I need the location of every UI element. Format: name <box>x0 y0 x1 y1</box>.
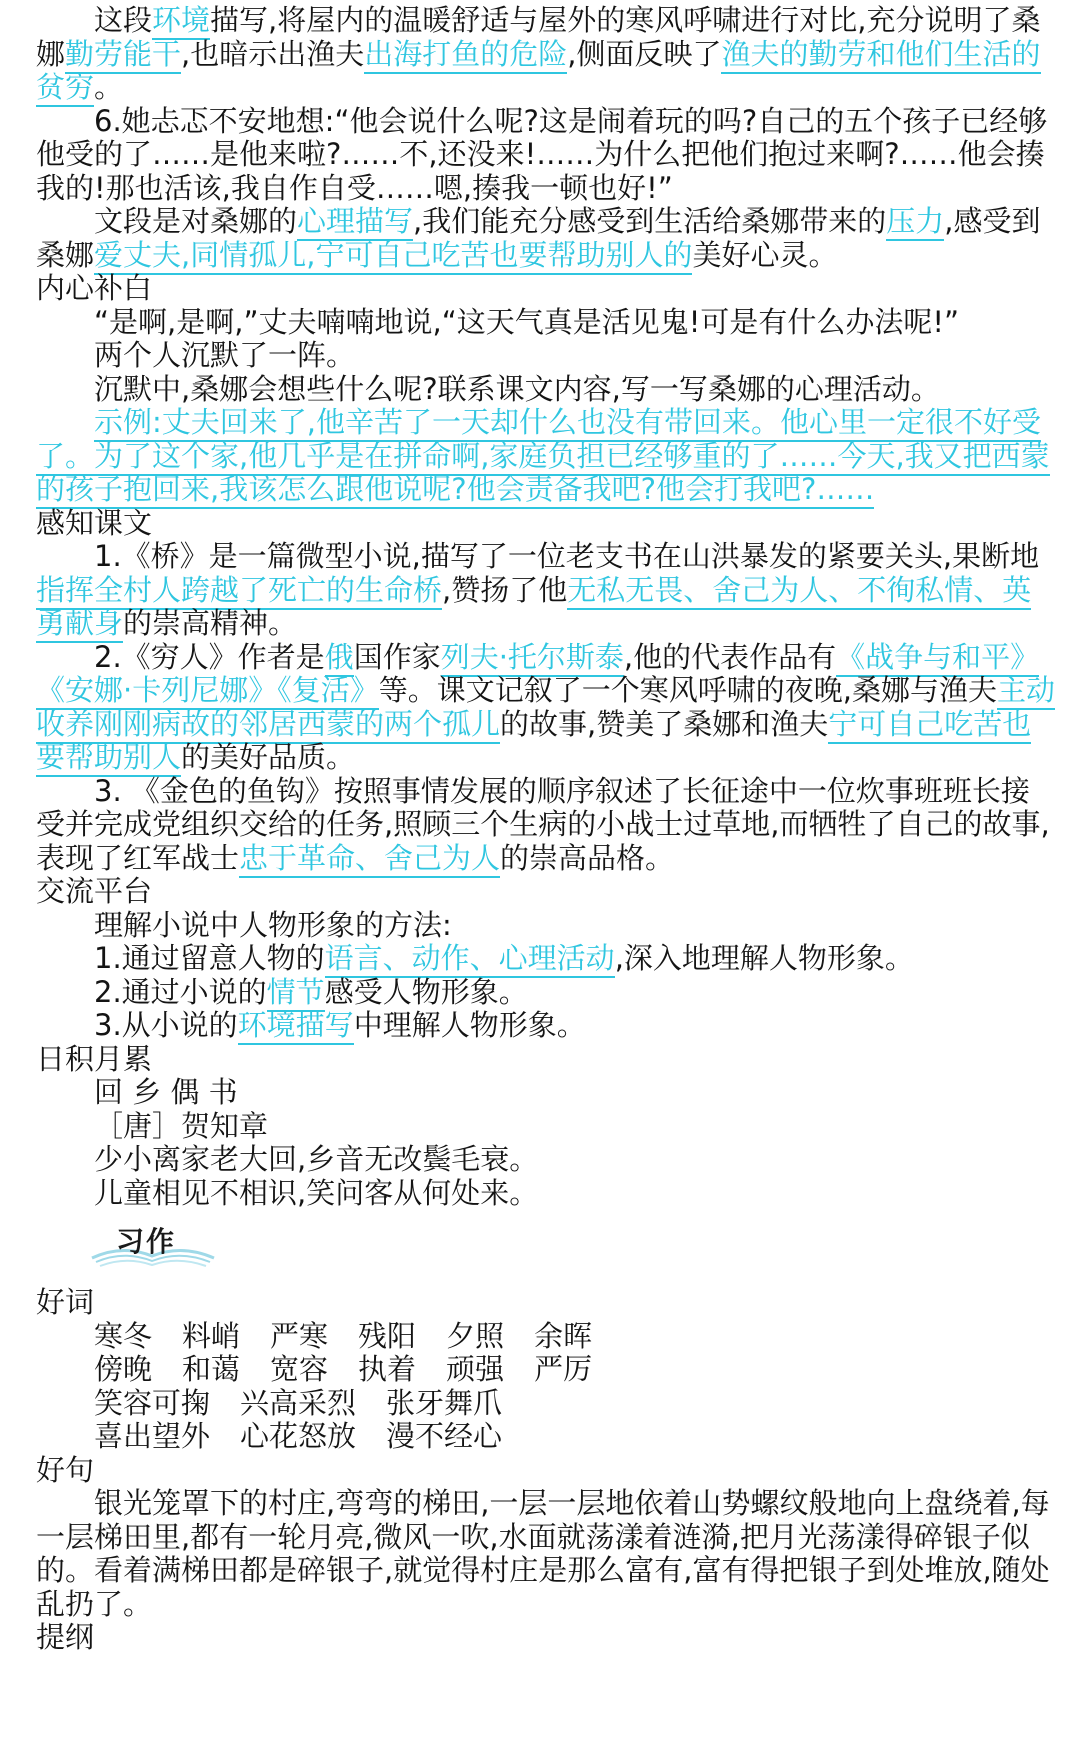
poem-title: 回 乡 偶 书 <box>94 1075 238 1109</box>
poem-line: 儿童相见不相识,笑问客从何处来。 <box>94 1175 539 1210</box>
paragraph: “是啊,是啊,”丈夫喃喃地说,“这天气真是活见鬼!可是有什么办法呢!” <box>94 304 960 339</box>
answer-blank: 环境 <box>152 3 210 40</box>
word-row: 寒冬 料峭 严寒 残阳 夕照 余晖 <box>94 1318 593 1353</box>
answer-blank: 俄 <box>325 640 354 677</box>
word-row: 喜出望外 心花怒放 漫不经心 <box>94 1419 503 1453</box>
poem-author: ［唐］贺知章 <box>94 1108 269 1143</box>
xizuo-label: 习作 <box>116 1225 177 1258</box>
answer-blank: 忠于革命、舍己为人 <box>239 841 500 878</box>
answer-blank: 情节 <box>267 975 325 1012</box>
section-heading-haoju: 好句 <box>36 1452 95 1487</box>
answer-blank: 环境描写 <box>238 1008 354 1045</box>
answer-blank: 心理描写 <box>297 204 413 241</box>
section-heading-haoci: 好词 <box>36 1285 95 1319</box>
answer-blank: 勤劳能干 <box>65 37 181 74</box>
paragraph: 2.《穷人》作者是俄国作家列夫·托尔斯泰,他的代表作品有《战争与和平》《安娜·卡列尼娜》《复活》等。课文记叙了一个寒风呼啸的夜晚,桑娜与渔夫主动收养刚刚病故的邻居西蒙的两个孤儿的故事,赞美了桑娜和渔夫宁可自己吃苦也要帮助别人的美好品质。 <box>36 641 1056 775</box>
answer-blank: 《战争与和平》《安娜·卡列尼娜》《复活》 <box>36 640 1039 711</box>
paragraph: 1.《桥》是一篇微型小说,描写了一位老支书在山洪暴发的紧要关头,果断地指挥全村人跨越了死亡的生命桥,赞扬了他无私无畏、舍己为人、不徇私情、英勇献身的崇高精神。 <box>36 540 1056 641</box>
section-heading-riji: 日积月累 <box>36 1041 153 1076</box>
answer-blank: 列夫·托尔斯泰 <box>441 640 624 677</box>
answer-paragraph <box>36 406 1056 507</box>
paragraph: 3. 《金色的鱼钩》按照事情发展的顺序叙述了长征途中一位炊事班班长接受并完成党组织交给的任务,照顾三个生病的小战士过草地,而牺牲了自己的故事,表现了红军战士忠于革命、舍己为人的崇高品格。 <box>36 775 1056 876</box>
poem-line: 少小离家老大回,乡音无改鬓毛衰。 <box>94 1142 539 1176</box>
answer-blank: 主动收养刚刚病故的邻居西蒙的两个孤儿 <box>36 673 1055 744</box>
xizuo-banner <box>88 1216 218 1276</box>
section-heading-jiaoliu: 交流平台 <box>36 874 153 908</box>
paragraph-environment: 这段环境描写,将屋内的温暖舒适与屋外的寒风呼啸进行对比,充分说明了桑娜勤劳能干,也暗示出渔夫出海打鱼的危险,侧面反映了渔夫的勤劳和他们生活的贫穷。 <box>36 4 1056 105</box>
answer-blank: 渔夫的勤劳和他们生活的贫穷 <box>36 37 1041 108</box>
section-heading-ganzhi: 感知课文 <box>36 505 153 540</box>
answer-blank: 指挥全村人跨越了死亡的生命桥 <box>36 573 442 610</box>
paragraph-psychology: 文段是对桑娜的心理描写,我们能充分感受到生活给桑娜带来的压力,感受到桑娜爱丈夫,同情孤儿,宁可自己吃苦也要帮助别人的美好心灵。 <box>36 205 1056 272</box>
list-item: 1.通过留意人物的语言、动作、心理活动,深入地理解人物形象。 <box>36 942 1056 976</box>
answer-blank: 爱丈夫,同情孤儿,宁可自己吃苦也要帮助别人的 <box>94 238 692 275</box>
word-row: 笑容可掬 兴高采烈 张牙舞爪 <box>94 1385 503 1420</box>
answer-blank: 压力 <box>886 204 944 241</box>
answer-blank: 语言、动作、心理活动 <box>325 941 615 978</box>
paragraph: 两个人沉默了一阵。 <box>94 338 356 372</box>
answer-blank: 无私无畏、舍己为人、不徇私情、英勇献身 <box>36 573 1031 644</box>
answer-blank: 宁可自己吃苦也要帮助别人 <box>36 707 1031 778</box>
section-heading-neixin: 内心补白 <box>36 271 153 305</box>
list-item: 3.从小说的环境描写中理解人物形象。 <box>36 1009 1056 1043</box>
answer-blank: 示例:丈夫回来了,他辛苦了一天却什么也没有带回来。他心里一定很不好受了。为了这个家,他几乎是在拼命啊,家庭负担已经够重的了……今天,我又把西蒙的孩子抱回来,我该怎么跟他说呢?他会责备我吧?他会打我吧?…… <box>36 405 1050 509</box>
page <box>36 4 1056 1655</box>
word-row: 傍晚 和蔼 宽容 执着 顽强 严厉 <box>94 1352 593 1386</box>
paragraph: 沉默中,桑娜会想些什么呢?联系课文内容,写一写桑娜的心理活动。 <box>94 371 940 406</box>
paragraph-quote: 6.她忐忑不安地想:“他会说什么呢?这是闹着玩的吗?自己的五个孩子已经够他受的了……是他来啦?……不,还没来!……为什么把他们抱过来啊?……他会揍我的!那也活该,我自作自受……嗯,揍我一顿也好!” <box>36 103 1048 205</box>
paragraph: 银光笼罩下的村庄,弯弯的梯田,一层一层地依着山势螺纹般地向上盘绕着,每一层梯田里,都有一轮月亮,微风一吹,水面就荡漾着涟漪,把月光荡漾得碎银子似的。看着满梯田都是碎银子,就觉得村庄是那么富有,富有得把银子到处堆放,随处乱扔了。 <box>36 1486 1050 1621</box>
section-heading-tigang: 提纲 <box>36 1620 95 1654</box>
answer-blank: 出海打鱼的危险 <box>364 37 567 74</box>
list-item: 2.通过小说的情节感受人物形象。 <box>36 976 1056 1010</box>
paragraph: 理解小说中人物形象的方法: <box>94 907 452 942</box>
